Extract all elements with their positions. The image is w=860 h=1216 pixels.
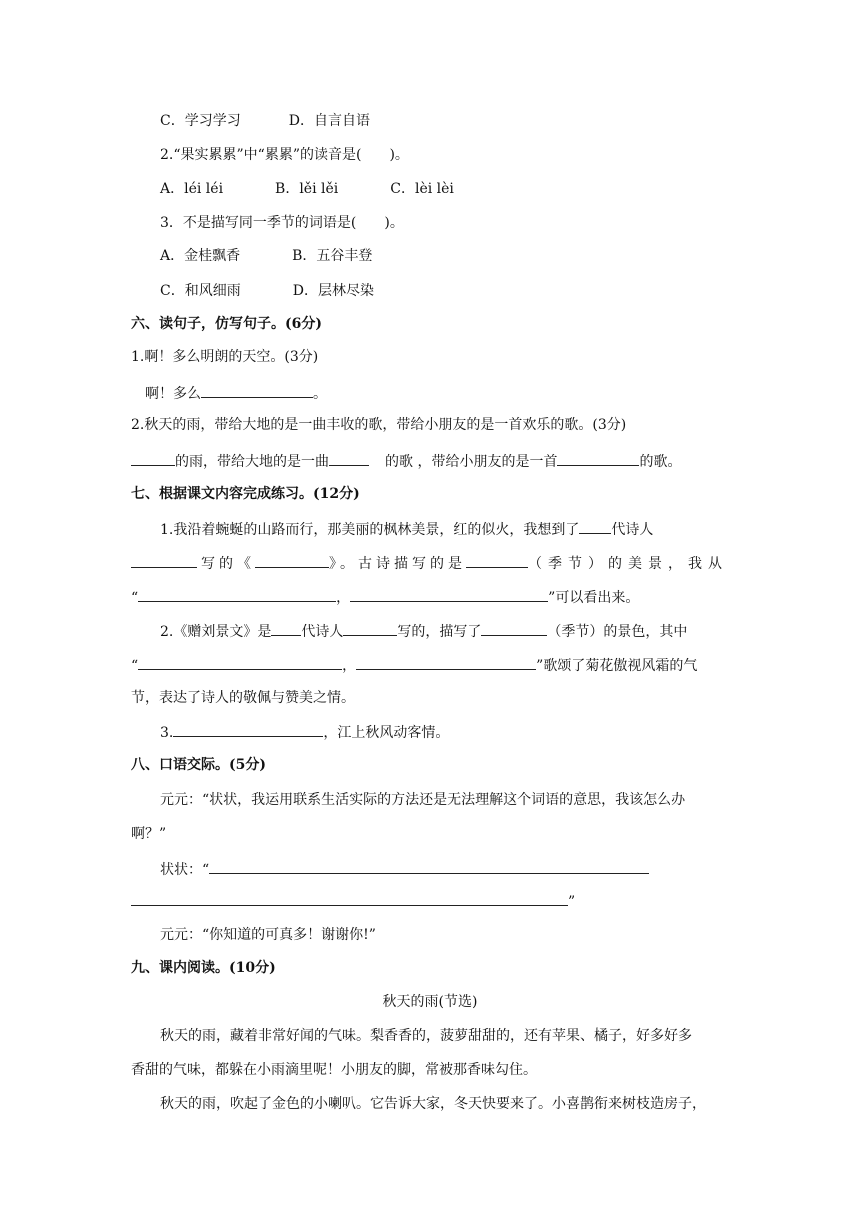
s6-q2-answer-line [131,450,681,472]
blank[interactable] [343,620,397,636]
text: 2.《赠刘景文》是 [160,624,272,640]
option-d: D．自言自语 [288,113,370,129]
blank[interactable] [131,552,197,568]
answer-text: 的歌。 [639,454,682,470]
option-d: D．层林尽染 [292,283,374,299]
text: 3. [160,725,174,741]
text: 代诗人 [611,522,654,538]
option-c: C．学习学习 [160,113,241,129]
text: ” [568,894,576,910]
option-b: B．五谷丰登 [292,248,373,264]
option-b: B．lěi lěi [275,181,339,197]
answer-prefix: 啊！多么 [145,386,201,402]
passage-title: 秋天的雨(节选) [382,994,478,1010]
text: ， [342,658,357,674]
answer-text: 的歌 ，带给小朋友的是一首 [385,454,558,470]
blank[interactable] [201,382,313,398]
s7-q1-line3 [131,586,639,608]
s7-q1-line2 [131,552,728,574]
blank[interactable] [579,518,611,534]
blank[interactable] [209,858,649,874]
text: “ [131,590,139,606]
text: （季节）的景色，其中 [547,624,688,640]
s5-q1-options-row2 [160,111,370,131]
s7-q2-line2 [131,654,697,676]
section-8-heading: 八、口语交际。(5分) [131,757,266,773]
option-c: C．和风细雨 [160,283,241,299]
blank[interactable] [329,450,369,466]
text: ”可以看出来。 [548,590,640,606]
s6-question-1: 1.啊！多么明朗的天空。(3分) [131,349,319,365]
blank[interactable] [271,620,301,636]
text: 》。古诗描写的是 [329,556,466,572]
s6-q1-answer-line [145,382,327,404]
section-6-heading: 六、读句子，仿写句子。(6分) [131,316,322,332]
s5-question-2: 2.“果实累累”中“累累”的读音是( )。 [160,147,409,163]
text: （季节）的美景，我从 [528,556,728,572]
blank[interactable] [138,654,342,670]
passage-line: 香甜的气味，都躲在小雨滴里呢！小朋友的脚，常被那香味勾住。 [131,1062,537,1078]
text: 写的《 [201,556,255,572]
text: 代诗人 [301,624,344,640]
passage-line: 秋天的雨，吹起了金色的小喇叭。它告诉大家，冬天快要来了。小喜鹊衔来树枝造房子， [160,1096,706,1112]
blank[interactable] [138,586,336,602]
s6-question-2: 2.秋天的雨，带给大地的是一曲丰收的歌，带给小朋友的是一首欢乐的歌。(3分) [131,417,627,433]
blank[interactable] [131,890,568,906]
blank[interactable] [131,450,175,466]
s7-q2-line1 [160,620,687,642]
blank[interactable] [557,450,639,466]
option-a: A．léi léi [160,181,224,197]
text: ”歌颂了菊花傲视风霜的气 [536,658,698,674]
text: 写的，描写了 [397,624,482,640]
blank[interactable] [255,552,329,568]
section-7-heading: 七、根据课文内容完成练习。(12分) [131,486,360,502]
text: ，江上秋风动客情。 [323,725,450,741]
option-c: C．lèi lèi [390,181,454,197]
dialogue-answer-line2 [131,890,575,912]
blank[interactable] [350,586,548,602]
s7-q1-line1 [160,518,653,540]
s5-q2-options [160,179,454,199]
text: 1.我沿着蜿蜒的山路而行，那美丽的枫林美景，红的似火，我想到了 [160,522,580,538]
blank[interactable] [481,620,547,636]
blank[interactable] [466,552,528,568]
blank[interactable] [356,654,536,670]
s5-question-3: 3．不是描写同一季节的词语是( )。 [160,215,404,231]
s5-q3-options-row2 [160,281,374,301]
answer-suffix: 。 [313,386,327,402]
text: “ [131,658,139,674]
dialogue-line: 元元：“状状，我运用联系生活实际的方法还是无法理解这个词语的意思，我该怎么办 [160,792,686,808]
dialogue-line: 啊？” [131,826,167,842]
s5-q3-options-row1 [160,246,372,266]
option-a: A．金桂飘香 [160,248,241,264]
text: 状状：“ [160,862,210,878]
text: ， [336,590,351,606]
answer-text: 的雨，带给大地的是一曲 [175,454,329,470]
passage-line: 秋天的雨，藏着非常好闻的气味。梨香香的，菠萝甜甜的，还有苹果、橘子，好多好多 [160,1028,692,1044]
dialogue-line: 元元：“你知道的可真多！谢谢你!” [160,927,376,943]
dialogue-answer-line1 [160,858,649,880]
s7-q2-line3: 节，表达了诗人的敬佩与赞美之情。 [131,690,355,706]
blank[interactable] [173,721,323,737]
section-9-heading: 九、课内阅读。(10分) [131,960,276,976]
s7-q3-line [160,721,449,743]
